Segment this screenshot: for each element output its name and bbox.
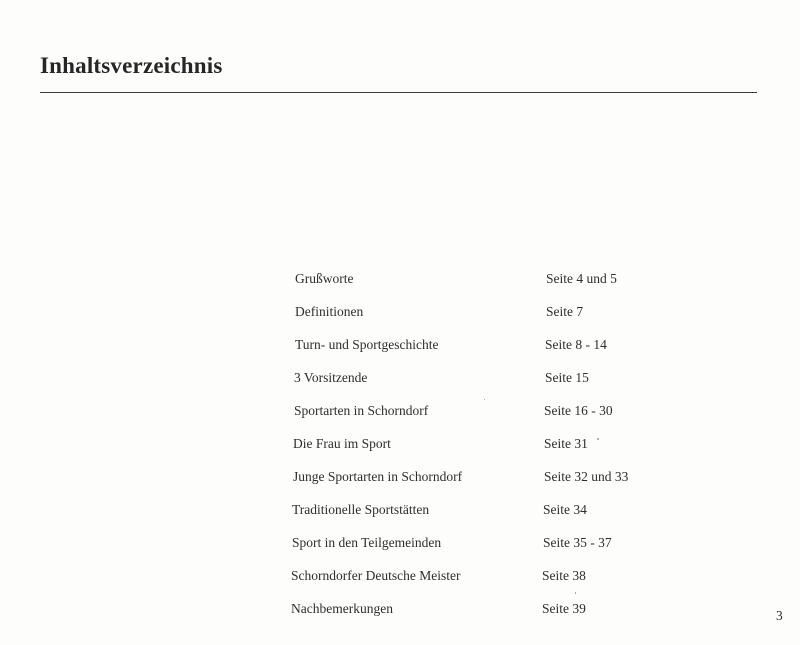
toc-entry-title: Sport in den Teilgemeinden (292, 535, 442, 550)
toc-entry-page: Seite 35 - 37 (543, 535, 612, 550)
toc-entry-title: Junge Sportarten in Schorndorf (293, 469, 463, 484)
toc-row (0, 601, 800, 621)
toc-entry-page: Seite 4 und 5 (546, 271, 617, 286)
toc-entry-title: Turn- und Sportgeschichte (295, 337, 439, 352)
toc-entry-title: Definitionen (295, 304, 364, 319)
toc-row (0, 271, 800, 291)
paper-speck (484, 399, 485, 400)
toc-row (0, 337, 800, 357)
page-number: 3 (776, 608, 783, 623)
toc-entry-page: Seite 16 - 30 (544, 403, 613, 418)
toc-row (0, 469, 800, 489)
toc-entry-title: 3 Vorsitzende (294, 370, 368, 385)
toc-row (0, 370, 800, 390)
toc-entry-page: Seite 7 (546, 304, 584, 319)
toc-entry-title: Sportarten in Schorndorf (294, 403, 429, 418)
paper-speck (575, 592, 576, 594)
paper-speck (597, 438, 599, 440)
page-title: Inhaltsverzeichnis (40, 53, 223, 78)
toc-entry-page: Seite 31 (544, 436, 588, 451)
toc-entry-page: Seite 15 (545, 370, 589, 385)
toc-row (0, 568, 800, 588)
toc-entry-title: Grußworte (295, 271, 354, 286)
toc-entry-page: Seite 32 und 33 (544, 469, 629, 484)
toc-entry-page: Seite 34 (543, 502, 587, 517)
toc-entry-title: Schorndorfer Deutsche Meister (291, 568, 461, 583)
toc-row (0, 502, 800, 522)
toc-entry-title: Traditionelle Sportstätten (292, 502, 430, 517)
toc-entry-title: Die Frau im Sport (293, 436, 391, 451)
toc-entry-page: Seite 8 - 14 (545, 337, 607, 352)
toc-row (0, 535, 800, 555)
toc-entry-title: Nachbemerkungen (291, 601, 393, 616)
toc-entry-page: Seite 39 (542, 601, 586, 616)
toc-row (0, 304, 800, 324)
toc-row (0, 403, 800, 423)
toc-row (0, 436, 800, 456)
toc-entry-page: Seite 38 (542, 568, 586, 583)
